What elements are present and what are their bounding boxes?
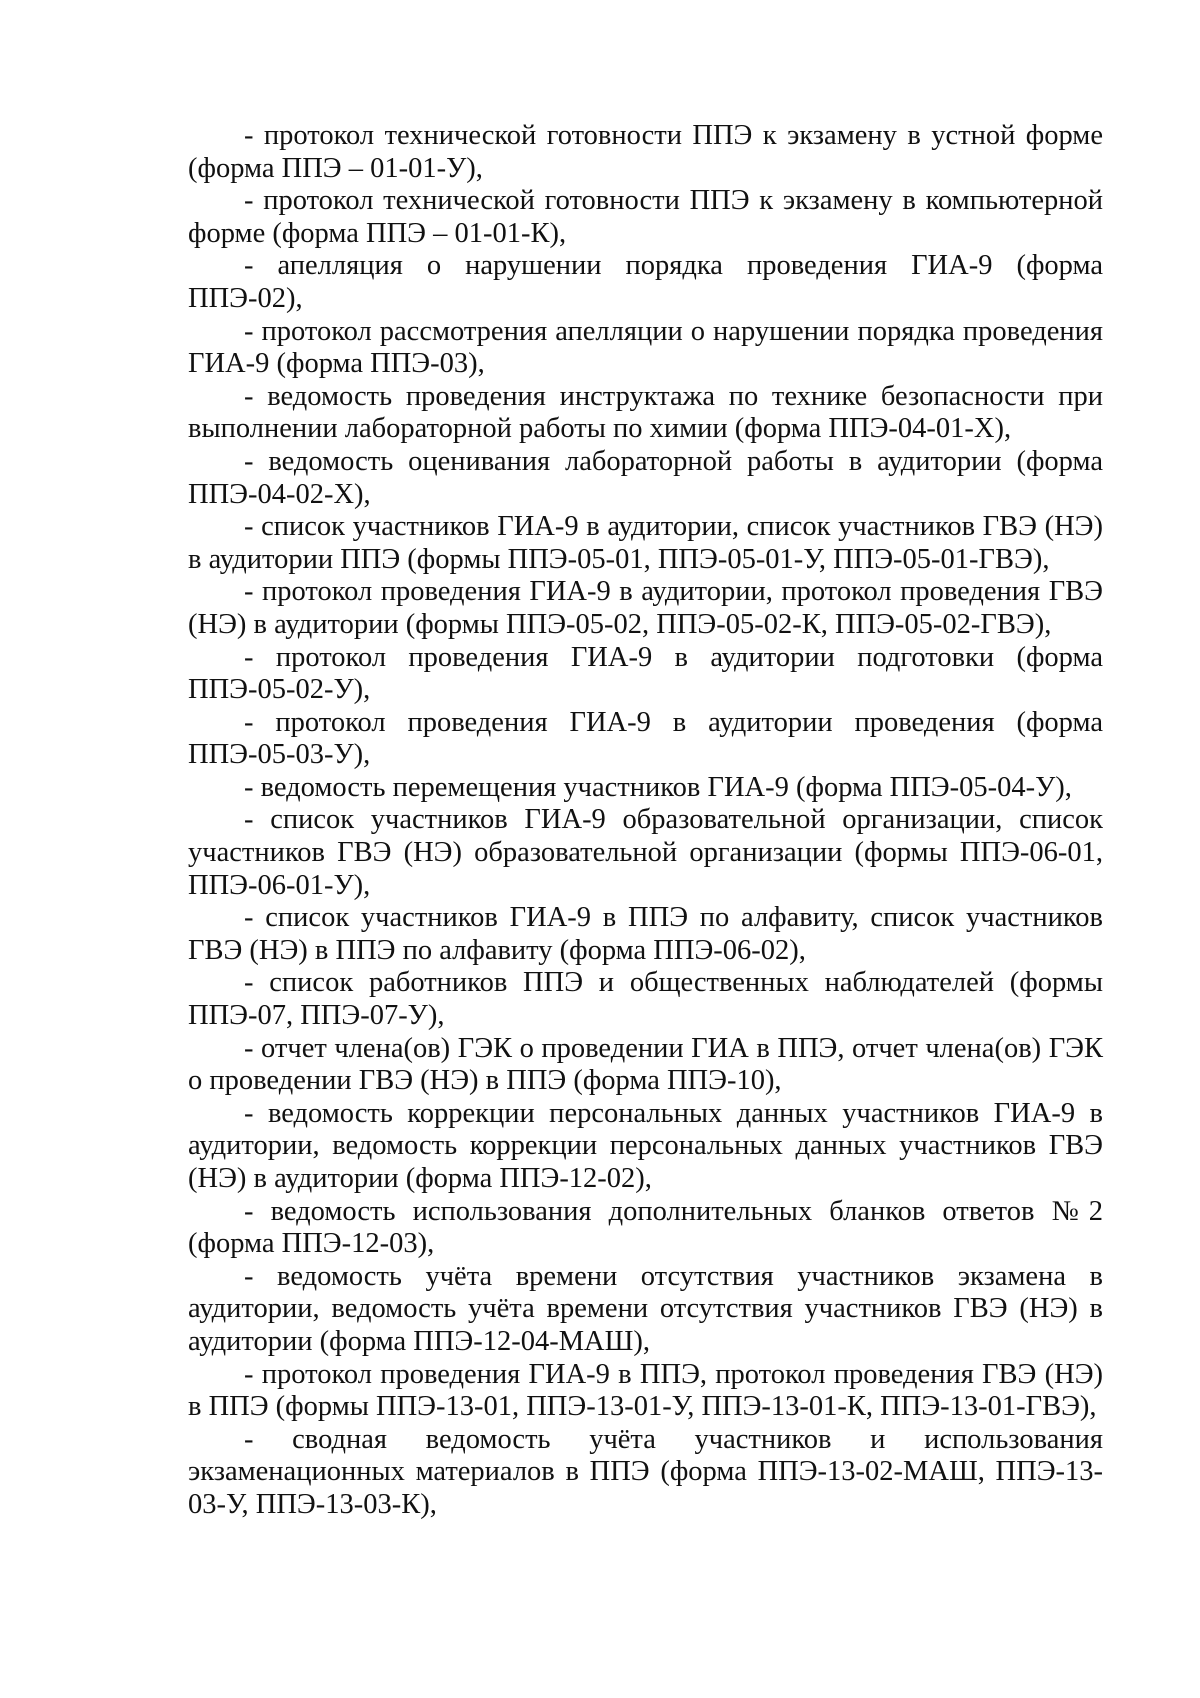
list-item: - протокол рассмотрения апелляции о нарушении порядка проведения ГИА-9 (форма ППЭ-03), bbox=[188, 315, 1103, 380]
list-item: - список участников ГИА-9 в ППЭ по алфавиту, список участников ГВЭ (НЭ) в ППЭ по алфавиту (форма ППЭ-06-02), bbox=[188, 902, 1103, 966]
list-item: - ведомость использования дополнительных бланков ответов №2 (форма ППЭ-12-03), bbox=[188, 1195, 1103, 1260]
list-item: - апелляция о нарушении порядка проведения ГИА-9 (форма ППЭ-02), bbox=[188, 250, 1103, 314]
list-item: - список работников ППЭ и общественных наблюдателей (формы ППЭ-07, ППЭ-07-У), bbox=[188, 967, 1103, 1032]
list-item: - ведомость учёта времени отсутствия участников экзамена в аудитории, ведомость учёта времени отсутствия участников ГВЭ (НЭ) в аудитории (форма ППЭ-12-04-МАШ), bbox=[188, 1260, 1103, 1357]
list-item: - список участников ГИА-9 в аудитории, список участников ГВЭ (НЭ) в аудитории ППЭ (формы ППЭ-05-01, ППЭ-05-01-У, ППЭ-05-01-ГВЭ), bbox=[188, 511, 1103, 575]
list-item: - протокол проведения ГИА-9 в аудитории подготовки (форма ППЭ-05-02-У), bbox=[188, 641, 1103, 706]
list-item: - отчет члена(ов) ГЭК о проведении ГИА в ППЭ, отчет члена(ов) ГЭК о проведении ГВЭ (НЭ) в ППЭ (форма ППЭ-10), bbox=[188, 1032, 1103, 1097]
list-item: - протокол технической готовности ППЭ к экзамену в устной форме (форма ППЭ – 01-01-У), bbox=[188, 120, 1103, 184]
list-item: - ведомость коррекции персональных данных участников ГИА-9 в аудитории, ведомость коррекции персональных данных участников ГВЭ (НЭ) в аудитории (форма ППЭ-12-02), bbox=[188, 1097, 1103, 1194]
list-item: - ведомость проведения инструктажа по технике безопасности при выполнении лабораторной работы по химии (форма ППЭ-04-01-Х), bbox=[188, 380, 1103, 445]
list-item: - список участников ГИА-9 образовательной организации, список участников ГВЭ (НЭ) образовательной организации (формы ППЭ-06-01, ППЭ-06-01-У), bbox=[188, 804, 1103, 901]
list-item: - ведомость оценивания лабораторной работы в аудитории (форма ППЭ-04-02-Х), bbox=[188, 445, 1103, 510]
list-item: - ведомость перемещения участников ГИА-9 (форма ППЭ-05-04-У), bbox=[244, 771, 1072, 803]
list-item: - протокол проведения ГИА-9 в аудитории, протокол проведения ГВЭ (НЭ) в аудитории (формы ППЭ-05-02, ППЭ-05-02-К, ППЭ-05-02-ГВЭ), bbox=[188, 576, 1103, 640]
list-item: - протокол проведения ГИА-9 в ППЭ, протокол проведения ГВЭ (НЭ) в ППЭ (формы ППЭ-13-01, ППЭ-13-01-У, ППЭ-13-01-К, ППЭ-13-01-ГВЭ), bbox=[188, 1358, 1103, 1423]
list-item: - сводная ведомость учёта участников и использования экзаменационных материалов в ППЭ (форма ППЭ-13-02-МАШ, ППЭ-13-03-У, ППЭ-13-03-К), bbox=[188, 1423, 1103, 1520]
list-item: - протокол проведения ГИА-9 в аудитории проведения (форма ППЭ-05-03-У), bbox=[188, 706, 1103, 771]
document-body bbox=[188, 120, 1103, 1522]
list-item: - протокол технической готовности ППЭ к экзамену в компьютерной форме (форма ППЭ – 01-01-К), bbox=[188, 185, 1103, 249]
